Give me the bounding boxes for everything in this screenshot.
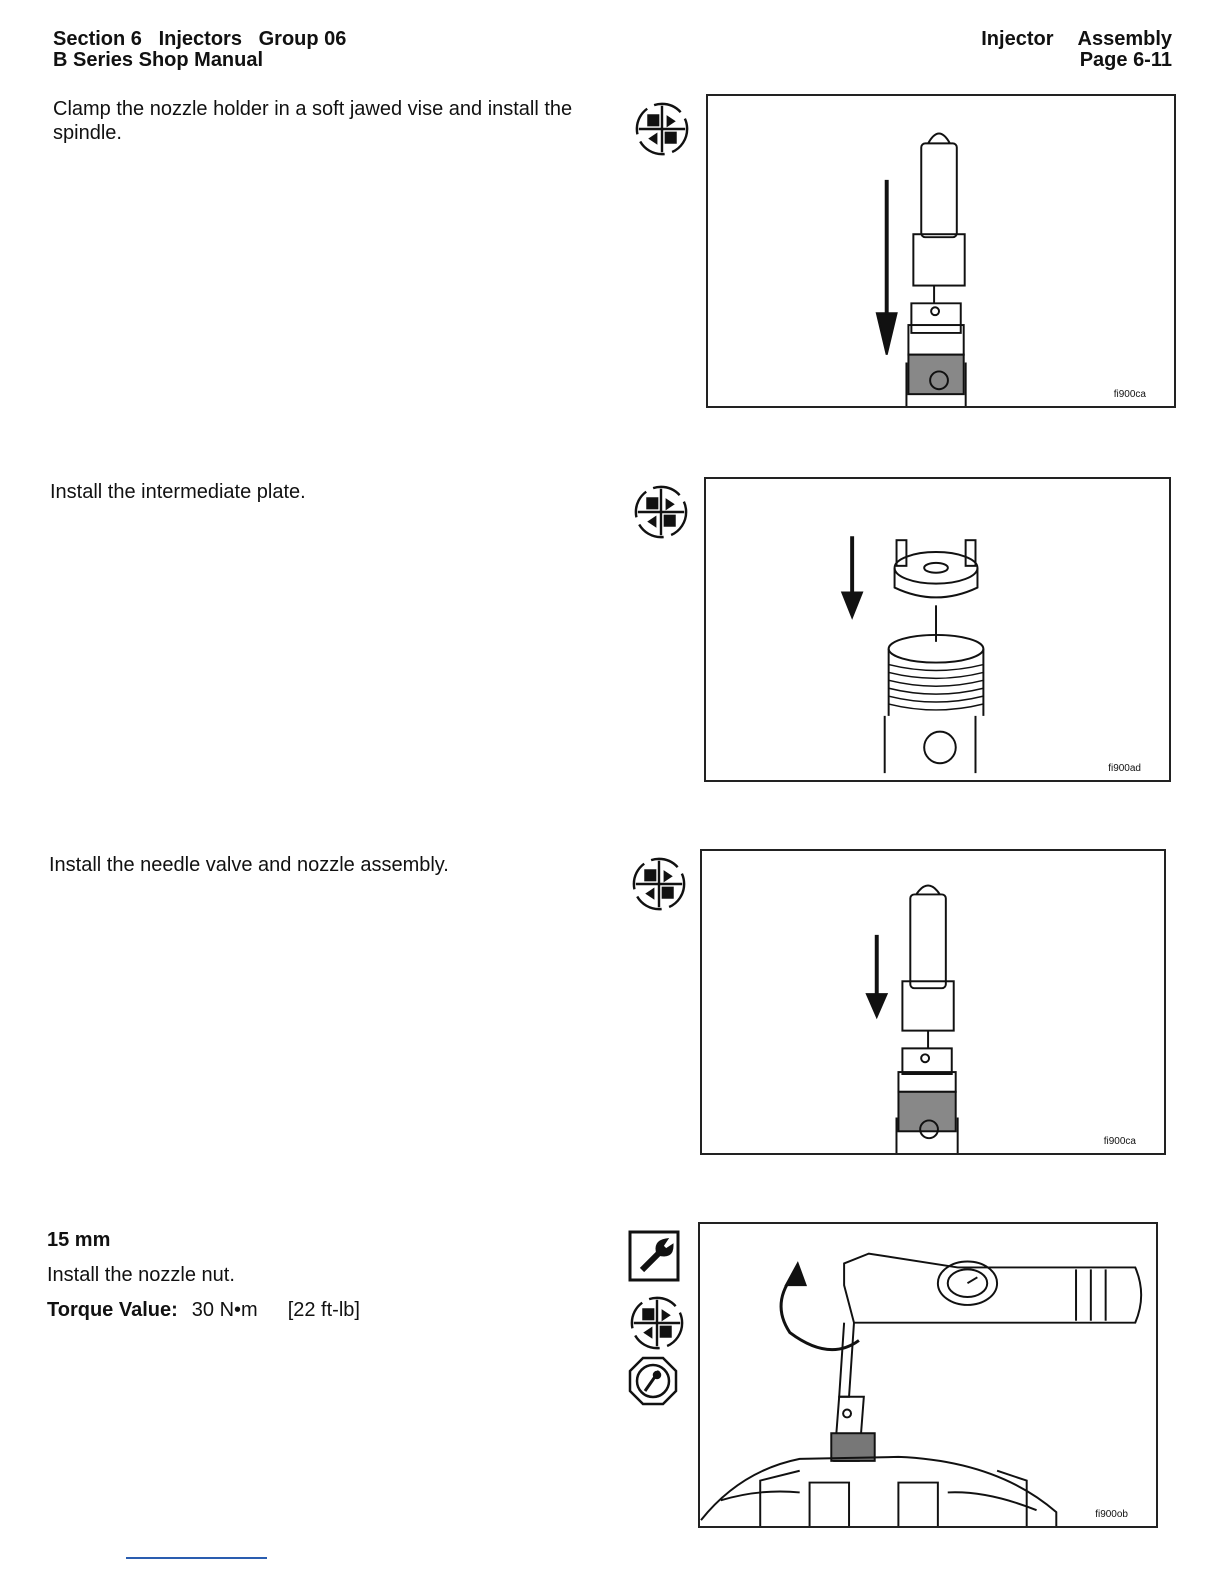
- manual-title: B Series Shop Manual: [53, 49, 264, 71]
- tool-size: 15 mm: [47, 1229, 111, 1251]
- torque-metric: 30 N•m: [191, 1299, 258, 1321]
- header-right: [981, 29, 1172, 71]
- step-2-text: Install the intermediate plate.: [50, 481, 306, 503]
- assembly-icon: [630, 855, 688, 913]
- header-left: [53, 29, 346, 71]
- assembly-icon: [632, 483, 690, 541]
- torque-spec: [47, 1298, 360, 1322]
- figure-needle-valve: [700, 849, 1166, 1155]
- figure-nozzle-nut-torque: [698, 1222, 1158, 1528]
- torque-gauge-icon: [627, 1355, 679, 1407]
- bottom-rule: [126, 1557, 267, 1559]
- page-number: Page 6-11: [1079, 49, 1172, 71]
- step-3-text: Install the needle valve and nozzle assembly.: [49, 854, 449, 876]
- figure-spindle: [706, 94, 1176, 408]
- assembly-icon: [633, 100, 691, 158]
- figure-code: fi900ca: [1113, 389, 1146, 400]
- topic-title-a: Injector: [981, 28, 1054, 50]
- section-title: Section 6 Injectors Group 06: [53, 28, 347, 50]
- topic-title-b: Assembly: [1077, 28, 1172, 50]
- wrench-icon: [628, 1230, 680, 1282]
- step-1-text: Clamp the nozzle holder in a soft jawed vise and install the spindle.: [53, 98, 573, 144]
- figure-code: fi900ob: [1095, 1509, 1128, 1520]
- figure-intermediate-plate: [704, 477, 1171, 782]
- figure-code: fi900ad: [1108, 763, 1141, 774]
- torque-label: Torque Value:: [47, 1299, 178, 1321]
- assembly-icon: [628, 1294, 686, 1352]
- step-4-text: Install the nozzle nut.: [47, 1264, 235, 1286]
- torque-imperial: [22 ft-lb]: [287, 1299, 360, 1321]
- figure-code: fi900ca: [1103, 1136, 1136, 1147]
